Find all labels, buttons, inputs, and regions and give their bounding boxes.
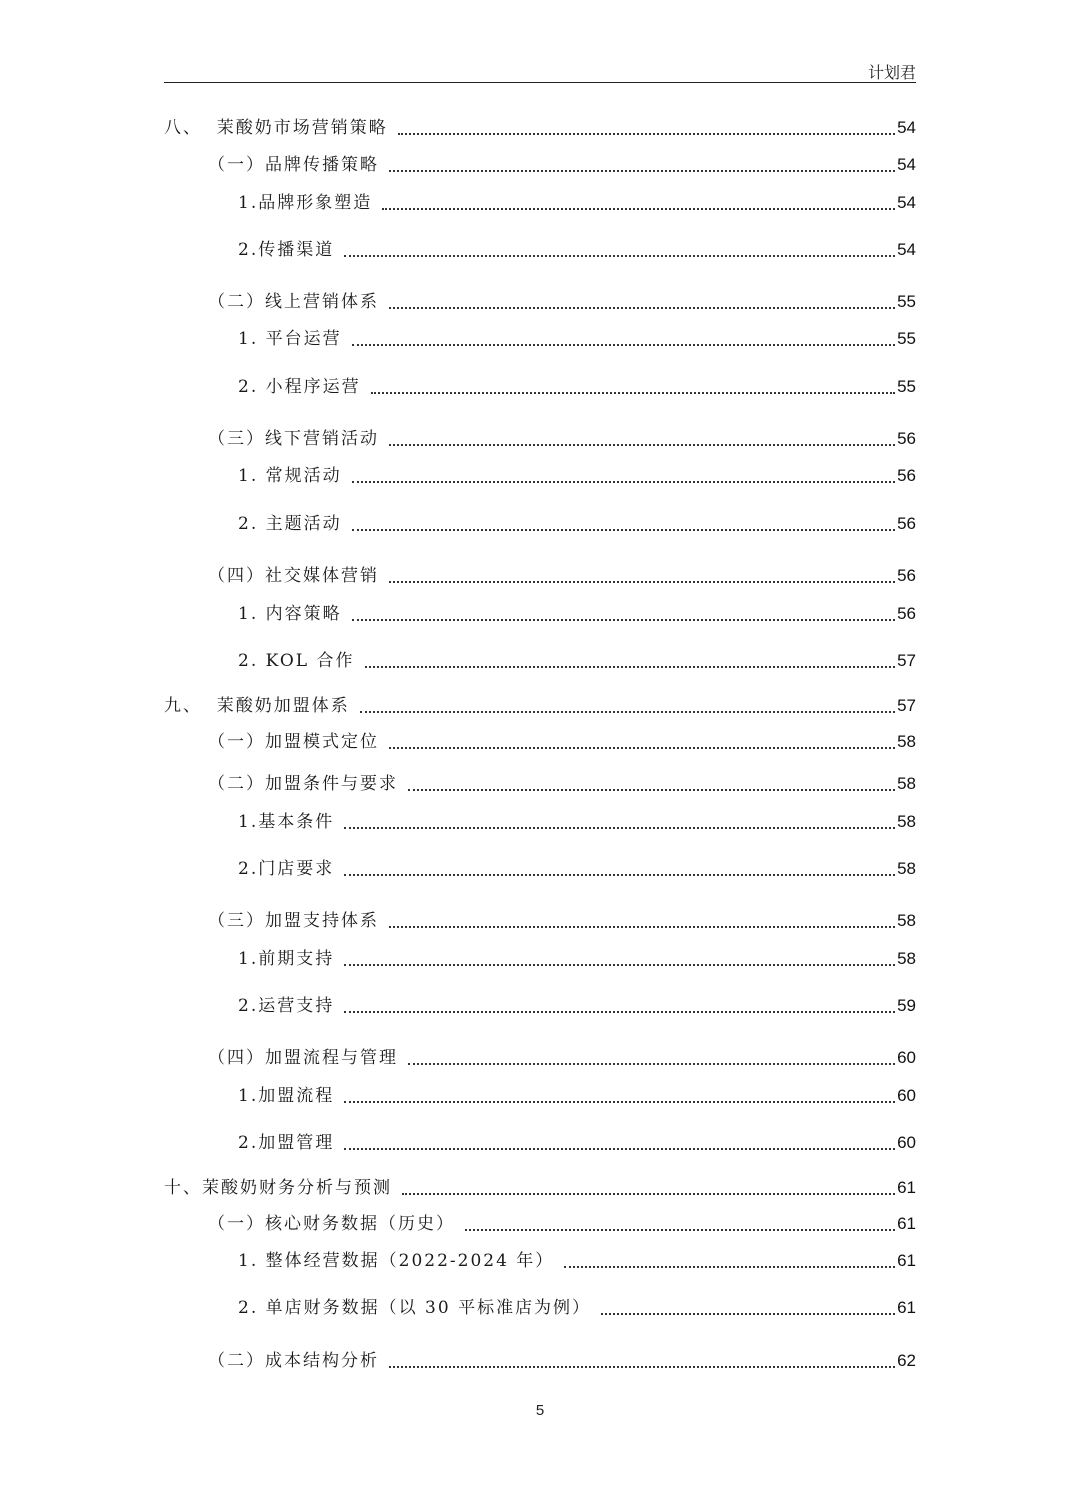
toc-entry[interactable] xyxy=(164,151,916,179)
toc-entry-label: 十、茉酸奶财务分析与预测 xyxy=(164,1178,392,1198)
toc-dot-leader xyxy=(352,619,895,621)
toc-entry[interactable] xyxy=(164,510,916,538)
toc-entry-label: 1. 平台运营 xyxy=(238,329,342,349)
toc-entry-page: 58 xyxy=(897,911,916,930)
toc-entry-page: 54 xyxy=(897,155,916,174)
toc-entry[interactable] xyxy=(164,189,916,217)
toc-entry-label: （二）线上营销体系 xyxy=(208,292,379,312)
toc-entry[interactable] xyxy=(164,945,916,973)
toc-dot-leader xyxy=(398,133,895,135)
toc-entry-label: （三）加盟支持体系 xyxy=(208,911,379,931)
toc-entry[interactable] xyxy=(164,1044,916,1072)
toc-entry-label: （一）核心财务数据（历史） xyxy=(208,1214,455,1234)
toc-entry-label: 2.门店要求 xyxy=(238,859,335,879)
toc-dot-leader xyxy=(344,1011,895,1013)
toc-entry-page: 58 xyxy=(897,859,916,878)
toc-entry-label: 1.品牌形象塑造 xyxy=(238,193,373,213)
toc-entry-label: 2.传播渠道 xyxy=(238,240,335,260)
toc-entry-page: 60 xyxy=(897,1048,916,1067)
toc-entry-page: 58 xyxy=(897,774,916,793)
toc-entry-label: （一）加盟模式定位 xyxy=(208,732,379,752)
toc-entry-page: 58 xyxy=(897,732,916,751)
toc-entry-page: 58 xyxy=(897,812,916,831)
toc-entry-label: 2.运营支持 xyxy=(238,996,335,1016)
toc-entry[interactable] xyxy=(164,373,916,401)
toc-entry-page: 59 xyxy=(897,996,916,1015)
toc-entry[interactable] xyxy=(164,562,916,590)
toc-entry[interactable] xyxy=(164,425,916,453)
toc-entry-label: 2. KOL 合作 xyxy=(238,651,355,671)
toc-entry-label: 1.前期支持 xyxy=(238,949,335,969)
toc-entry-page: 62 xyxy=(897,1351,916,1370)
toc-entry[interactable] xyxy=(164,992,916,1020)
toc-entry-page: 56 xyxy=(897,429,916,448)
toc-entry[interactable] xyxy=(164,1294,916,1322)
toc-entry-label: 1.加盟流程 xyxy=(238,1086,335,1106)
toc-dot-leader xyxy=(389,1366,895,1368)
toc-entry-page: 61 xyxy=(897,1298,916,1317)
toc-entry-page: 56 xyxy=(897,604,916,623)
toc-entry-page: 56 xyxy=(897,466,916,485)
toc-entry-page: 54 xyxy=(897,118,916,137)
page-number: 5 xyxy=(535,1402,545,1419)
toc-entry-label: 2. 单店财务数据（以 30 平标准店为例） xyxy=(238,1298,592,1318)
toc-entry[interactable] xyxy=(164,728,916,756)
toc-entry-page: 61 xyxy=(897,1178,916,1197)
toc-entry-label: 1.基本条件 xyxy=(238,812,335,832)
toc-dot-leader xyxy=(344,255,895,257)
toc-entry-label: 2. 小程序运营 xyxy=(238,377,361,397)
toc-entry-label: （三）线下营销活动 xyxy=(208,429,379,449)
toc-entry[interactable] xyxy=(164,1082,916,1110)
toc-entry-page: 56 xyxy=(897,514,916,533)
toc-dot-leader xyxy=(371,392,895,394)
header-brand: 计划君 xyxy=(867,63,916,82)
toc-entry[interactable] xyxy=(164,855,916,883)
toc-entry-label: （四）加盟流程与管理 xyxy=(208,1048,398,1068)
toc-entry-page: 55 xyxy=(897,292,916,311)
toc-dot-leader xyxy=(601,1313,895,1315)
toc-entry[interactable] xyxy=(164,1347,916,1375)
toc-entry-page: 57 xyxy=(897,696,916,715)
toc-entry-label: （一）品牌传播策略 xyxy=(208,155,379,175)
toc-entry[interactable] xyxy=(164,770,916,798)
toc-entry-label: 1. 常规活动 xyxy=(238,466,342,486)
toc-entry-label: 2. 主题活动 xyxy=(238,514,342,534)
toc-entry[interactable] xyxy=(164,462,916,490)
toc-dot-leader xyxy=(382,208,895,210)
toc-dot-leader xyxy=(344,1148,895,1150)
toc-dot-leader xyxy=(408,789,895,791)
toc-entry[interactable] xyxy=(164,1210,916,1238)
toc-entry-label: 1. 整体经营数据（2022-2024 年） xyxy=(238,1251,555,1271)
toc-entry-page: 54 xyxy=(897,193,916,212)
toc-dot-leader xyxy=(352,529,895,531)
toc-dot-leader xyxy=(465,1229,895,1231)
toc-entry[interactable] xyxy=(164,1174,916,1202)
toc-dot-leader xyxy=(389,444,895,446)
toc-entry[interactable] xyxy=(164,1129,916,1157)
toc-dot-leader xyxy=(344,964,895,966)
toc-entry-label: 九、 茉酸奶加盟体系 xyxy=(164,696,350,716)
toc-dot-leader xyxy=(564,1266,895,1268)
toc-dot-leader xyxy=(389,581,895,583)
toc-entry[interactable] xyxy=(164,114,916,142)
toc-entry-page: 54 xyxy=(897,240,916,259)
toc-entry[interactable] xyxy=(164,600,916,628)
toc-entry-page: 55 xyxy=(897,377,916,396)
toc-entry-label: 1. 内容策略 xyxy=(238,604,342,624)
toc-entry-label: （四）社交媒体营销 xyxy=(208,566,379,586)
toc-dot-leader xyxy=(389,926,895,928)
toc-dot-leader xyxy=(402,1193,895,1195)
toc-entry-label: （二）加盟条件与要求 xyxy=(208,774,398,794)
toc-dot-leader xyxy=(352,344,895,346)
toc-entry-label: （二）成本结构分析 xyxy=(208,1351,379,1371)
toc-dot-leader xyxy=(360,711,895,713)
toc-entry[interactable] xyxy=(164,647,916,675)
toc-entry-label: 八、 茉酸奶市场营销策略 xyxy=(164,118,388,138)
toc-entry-page: 61 xyxy=(897,1214,916,1233)
toc-entry[interactable] xyxy=(164,692,916,720)
toc-entry-page: 57 xyxy=(897,651,916,670)
toc-dot-leader xyxy=(389,170,895,172)
toc-dot-leader xyxy=(352,481,895,483)
toc-entry[interactable] xyxy=(164,288,916,316)
toc-entry-page: 56 xyxy=(897,566,916,585)
toc-dot-leader xyxy=(408,1063,895,1065)
toc-entry[interactable] xyxy=(164,808,916,836)
toc-entry-label: 2.加盟管理 xyxy=(238,1133,335,1153)
toc-entry-page: 60 xyxy=(897,1133,916,1152)
toc-entry[interactable] xyxy=(164,236,916,264)
toc-dot-leader xyxy=(389,747,895,749)
toc-entry-page: 60 xyxy=(897,1086,916,1105)
toc-entry[interactable] xyxy=(164,1247,916,1275)
toc-dot-leader xyxy=(344,1101,895,1103)
toc-dot-leader xyxy=(389,307,895,309)
toc-dot-leader xyxy=(344,827,895,829)
toc-entry[interactable] xyxy=(164,325,916,353)
toc-entry[interactable] xyxy=(164,907,916,935)
toc-dot-leader xyxy=(365,666,896,668)
toc-entry-page: 58 xyxy=(897,949,916,968)
toc-entry-page: 55 xyxy=(897,329,916,348)
toc-entry-page: 61 xyxy=(897,1251,916,1270)
toc-dot-leader xyxy=(344,874,895,876)
